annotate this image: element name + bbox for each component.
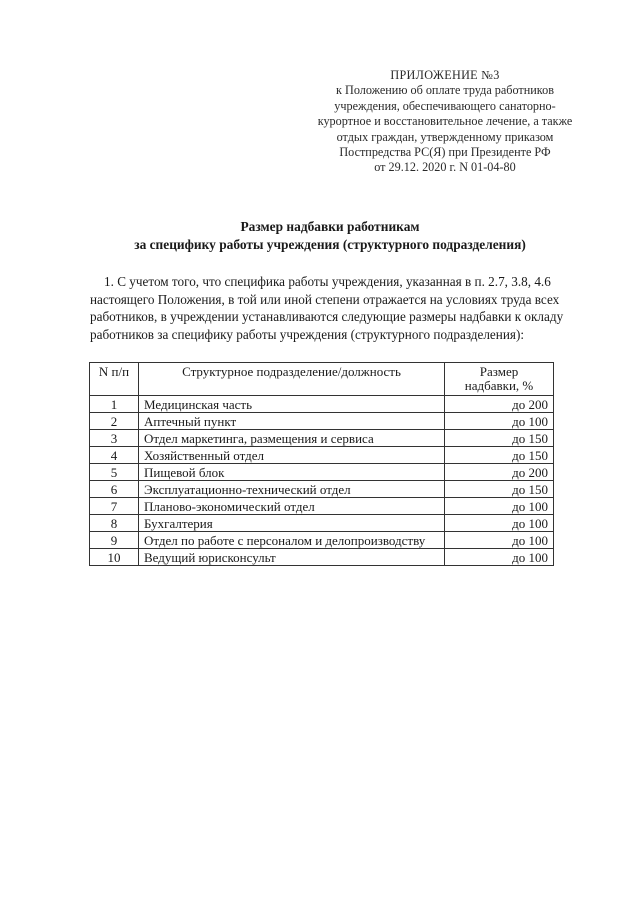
row-pct: до 150: [445, 430, 554, 447]
row-pct: до 100: [445, 549, 554, 566]
row-pct: до 100: [445, 413, 554, 430]
title-line-1: Размер надбавки работникам: [240, 219, 420, 234]
row-num: 2: [90, 413, 139, 430]
title-line-2: за специфику работы учреждения (структурного подразделения): [134, 237, 526, 252]
table-row: [90, 413, 554, 430]
annex-heading: ПРИЛОЖЕНИЕ №3: [390, 68, 500, 82]
row-pct: до 150: [445, 481, 554, 498]
table-header-row: [90, 363, 554, 396]
row-num: 9: [90, 532, 139, 549]
paragraph-line: 1. С учетом того, что специфика работы учреждения, указанная в п. 2.7, 3.8, 4.6: [104, 274, 551, 289]
table-row: [90, 481, 554, 498]
annex-line: от 29.12. 2020 г. N 01-04-80: [374, 160, 516, 175]
row-name: Бухгалтерия: [139, 515, 445, 532]
table-row: [90, 447, 554, 464]
annex-line: курортное и восстановительное лечение, а также: [317, 114, 573, 129]
row-pct: до 100: [445, 498, 554, 515]
row-name: Ведущий юрисконсульт: [139, 549, 445, 566]
annex-header: [300, 68, 590, 176]
row-num: 10: [90, 549, 139, 566]
header-name: Структурное подразделение/должность: [139, 363, 445, 396]
row-num: 6: [90, 481, 139, 498]
annex-line: отдых граждан, утвержденному приказом: [336, 129, 554, 144]
row-name: Аптечный пункт: [139, 413, 445, 430]
table-row: [90, 549, 554, 566]
annex-line: учреждения, обеспечивающего санаторно-: [334, 98, 556, 113]
row-name: Пищевой блок: [139, 464, 445, 481]
row-num: 4: [90, 447, 139, 464]
header-pct-line-2: надбавки, %: [464, 378, 534, 393]
row-pct: до 100: [445, 515, 554, 532]
row-pct: до 150: [445, 447, 554, 464]
table-row: [90, 532, 554, 549]
document-title: [80, 218, 580, 254]
body-paragraph: [90, 273, 590, 343]
row-pct: до 200: [445, 464, 554, 481]
table-row: [90, 464, 554, 481]
row-num: 7: [90, 498, 139, 515]
row-num: 1: [90, 396, 139, 413]
table-row: [90, 396, 554, 413]
table-row: [90, 430, 554, 447]
header-pct: [445, 363, 554, 396]
allowance-table: [89, 362, 554, 566]
annex-line: к Положению об оплате труда работников: [336, 83, 554, 98]
row-name: Отдел маркетинга, размещения и сервиса: [139, 430, 445, 447]
row-num: 3: [90, 430, 139, 447]
paragraph-line: работников, в учреждении устанавливаются следующие размеры надбавки к окладу: [90, 309, 564, 325]
table-row: [90, 515, 554, 532]
annex-line: Постпредства РС(Я) при Президенте РФ: [339, 145, 551, 160]
table-row: [90, 498, 554, 515]
row-name: Отдел по работе с персоналом и делопроизводству: [139, 532, 445, 549]
row-name: Медицинская часть: [139, 396, 445, 413]
paragraph-line: работников за специфику работы учреждения (структурного подразделения):: [90, 326, 525, 342]
row-name: Планово-экономический отдел: [139, 498, 445, 515]
row-pct: до 200: [445, 396, 554, 413]
header-num: N п/п: [90, 363, 139, 396]
header-pct-line-1: Размер: [479, 364, 519, 379]
row-pct: до 100: [445, 532, 554, 549]
row-num: 5: [90, 464, 139, 481]
row-name: Эксплуатационно-технический отдел: [139, 481, 445, 498]
paragraph-line: настоящего Положения, в той или иной степени отражается на условиях труда всех: [90, 291, 560, 307]
row-name: Хозяйственный отдел: [139, 447, 445, 464]
row-num: 8: [90, 515, 139, 532]
